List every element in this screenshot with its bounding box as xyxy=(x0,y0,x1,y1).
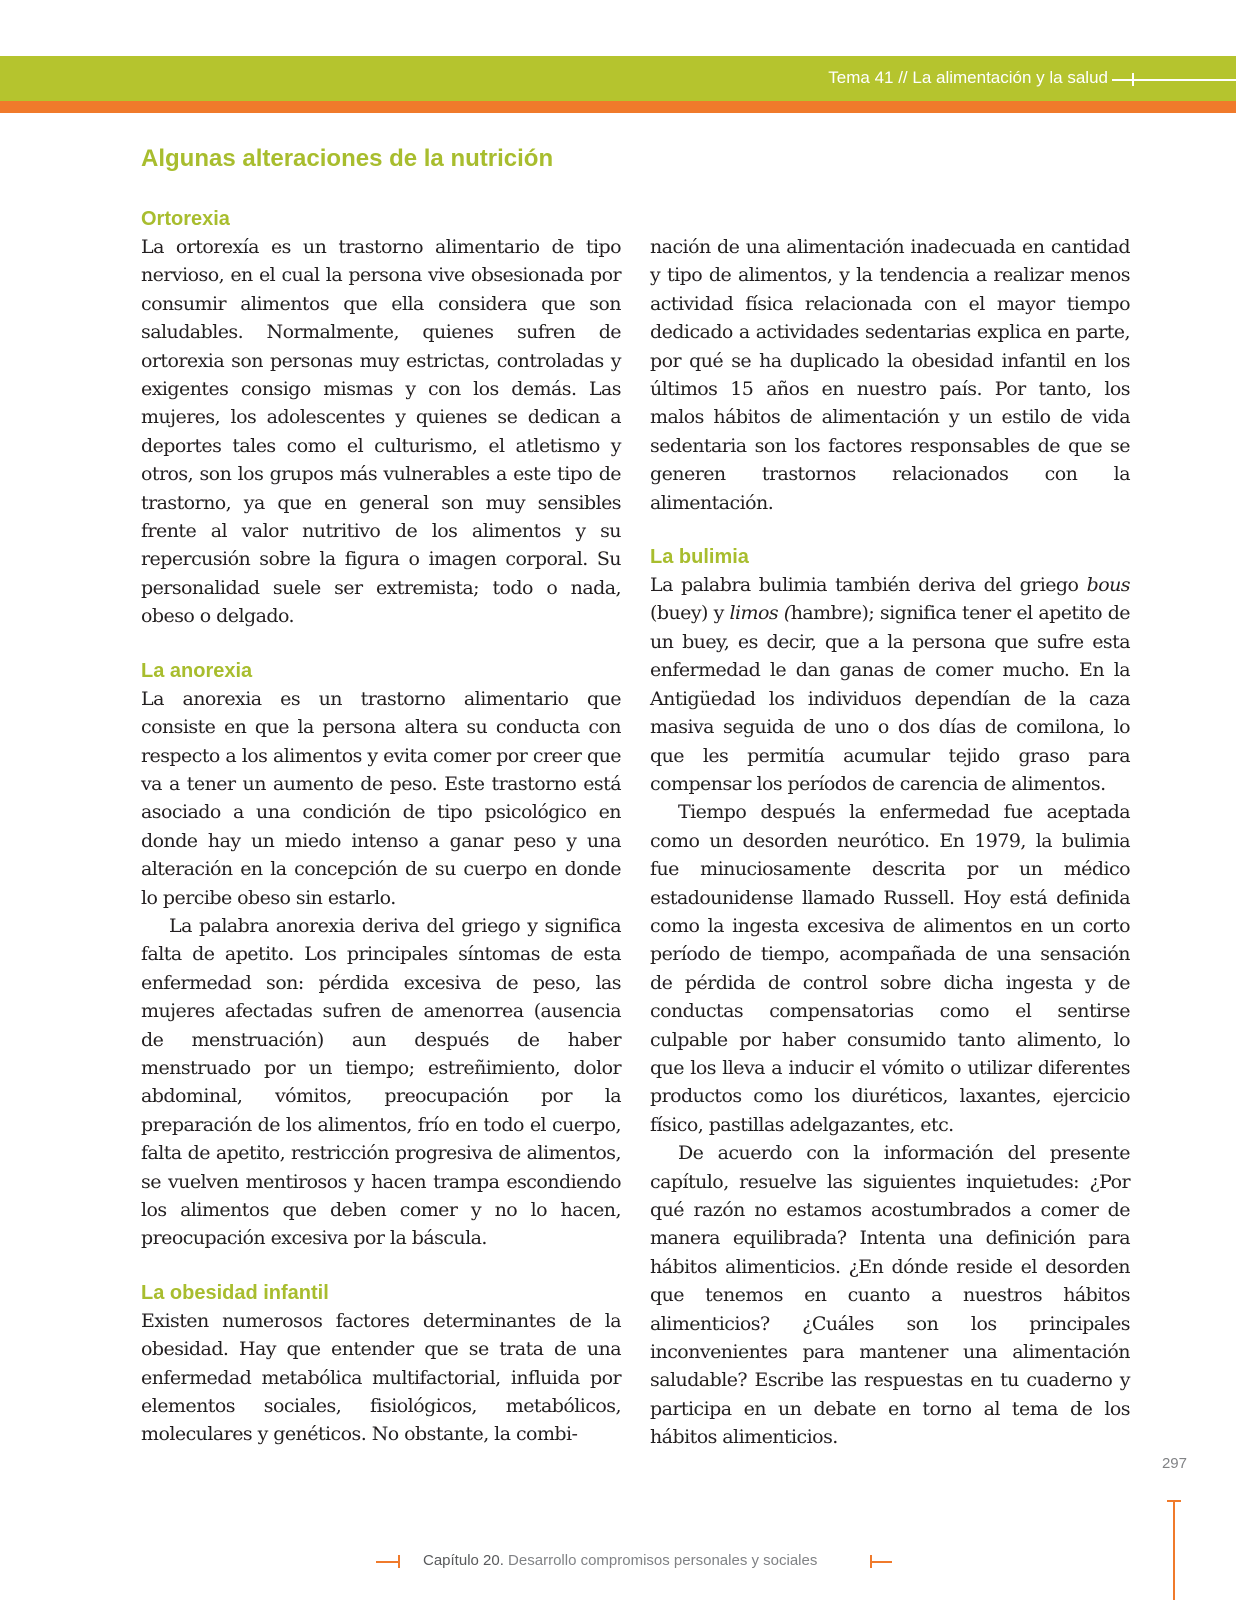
footer-rule-left xyxy=(376,1561,398,1563)
page-title: Algunas alteraciones de la nutrición xyxy=(141,145,554,172)
bulimia-paragraph-1: La palabra bulimia también deriva del griego bous (buey) y limos (hambre); significa tener el apetito de un buey, es decir, que a la persona que sufre esta enfermedad le dan ganas de comer mucho. En la Antigüedad los individuos dependían de la caza masiva seguida de uno o dos días de comilona, lo que les permitía acumular tejido graso para compensar los períodos de carencia de alimentos. xyxy=(650,574,1130,795)
footer-chapter xyxy=(423,1552,817,1569)
footer-rule-right-tick xyxy=(870,1555,872,1568)
header-rule xyxy=(1112,79,1236,81)
section-heading-bulimia: La bulimia xyxy=(650,546,749,569)
ortorexia-paragraph: La ortorexía es un trastorno alimentario de tipo nervioso, en el cual la persona vive obsesionada por consumir alimentos que ella considera que son saludables. Normalmente, quienes sufren de ortorexia son personas muy estrictas, controladas y exigentes consigo mismas y con los demás. Las mujeres, los adolescentes y quienes se dedican a deportes tales como el culturismo, el atletismo y otros, son los grupos más vulnerables a este tipo de trastorno, ya que en general son muy sensibles frente al valor nutritivo de los alimentos y su repercusión sobre la figura o imagen corporal. Su personalidad suele ser extremista; todo o nada, obeso o delgado. xyxy=(141,236,621,628)
page-number: 297 xyxy=(1161,1455,1187,1472)
section-heading-obesidad: La obesidad infantil xyxy=(141,1281,329,1304)
obesidad-paragraph-part-2: nación de una alimentación inadecuada en cantidad y tipo de alimentos, y la tendencia a realizar menos actividad física relacionada con el mayor tiempo dedicado a actividades sedentarias explica en parte, por qué se ha duplicado la obesidad infantil en los últimos 15 años en nuestro país. Por tanto, los malos hábitos de alimentación y un estilo de vida sedentaria son los factores responsables de que se generen trastornos relacionados con la alimentación. xyxy=(650,236,1130,514)
footer-rule-right xyxy=(870,1561,892,1563)
side-rule-tick xyxy=(1167,1500,1181,1502)
footer-chapter-label: Capítulo 20. xyxy=(423,1552,504,1569)
bulimia-paragraph-2: Tiempo después la enfermedad fue aceptada como un desorden neurótico. En 1979, la bulimia fue minuciosamente descrita por un médico estadounidense llamado Russell. Hoy está definida como la ingesta excesiva de alimentos en un corto período de tiempo, acompañada de una sensación de pérdida de control sobre dicha ingesta y de conductas compensatorias como el sentirse culpable por haber consumido tanto alimento, lo que los lleva a inducir el vómito o utilizar diferentes productos como los diuréticos, laxantes, ejercicio físico, pastillas adelgazantes, etc. xyxy=(650,801,1130,1136)
obesidad-paragraph-part-1: Existen numerosos factores determinantes de la obesidad. Hay que entender que se trata de una enfermedad metabólica multifactorial, influida por elementos sociales, fisiológicos, metabólicos, moleculares y genéticos. No obstante, la combi- xyxy=(141,1309,621,1446)
footer-rule-left-tick xyxy=(398,1555,400,1568)
header-rule-tick xyxy=(1132,73,1134,86)
anorexia-paragraph-1: La anorexia es un trastorno alimentario que consiste en que la persona altera su conducta con respecto a los alimentos y evita comer por creer que va a tener un aumento de peso. Este trastorno está asociado a una condición de tipo psicológico en donde hay un miedo intenso a ganar peso y una alteración en la concepción de su cuerpo en donde lo percibe obeso sin estarlo. xyxy=(141,687,621,909)
term-bous: bous xyxy=(1086,574,1130,597)
bulimia-paragraph-3: De acuerdo con la información del presente capítulo, resuelve las siguientes inquietudes: ¿Por qué razón no estamos acostumbrados a comer de manera equilibrada? Intenta una definición para hábitos alimenticios. ¿En dónde reside el desorden que tenemos en cuanto a nuestros hábitos alimenticios? ¿Cuáles son los principales inconvenientes para mantener una alimentación saludable? Escribe las respuestas en tu cuaderno y participa en un debate en torno al tema de los hábitos alimenticios. xyxy=(650,1142,1130,1449)
header-title: Tema 41 // La alimentación y la salud xyxy=(828,68,1108,87)
footer-chapter-title: Desarrollo compromisos personales y sociales xyxy=(503,1552,818,1569)
header-orange-band xyxy=(0,101,1236,113)
section-heading-anorexia: La anorexia xyxy=(141,659,253,682)
side-rule xyxy=(1173,1500,1175,1600)
right-column xyxy=(650,205,1130,1452)
term-limos: limos ( xyxy=(729,602,791,625)
anorexia-paragraph-2: La palabra anorexia deriva del griego y significa falta de apetito. Los principales síntomas de esta enfermedad son: pérdida excesiva de peso, las mujeres afectadas sufren de amenorrea (ausencia de menstruación) aun después de haber menstruado por un tiempo; estreñimiento, dolor abdominal, vómitos, preocupación por la preparación de los alimentos, frío en todo el cuerpo, falta de apetito, restricción progresiva de alimentos, se vuelven mentirosos y hacen trampa escondiendo los alimentos que deben comer y no lo hacen, preocupación excesiva por la báscula. xyxy=(141,914,621,1250)
section-heading-ortorexia: Ortorexia xyxy=(141,208,230,230)
left-column xyxy=(141,205,621,1449)
